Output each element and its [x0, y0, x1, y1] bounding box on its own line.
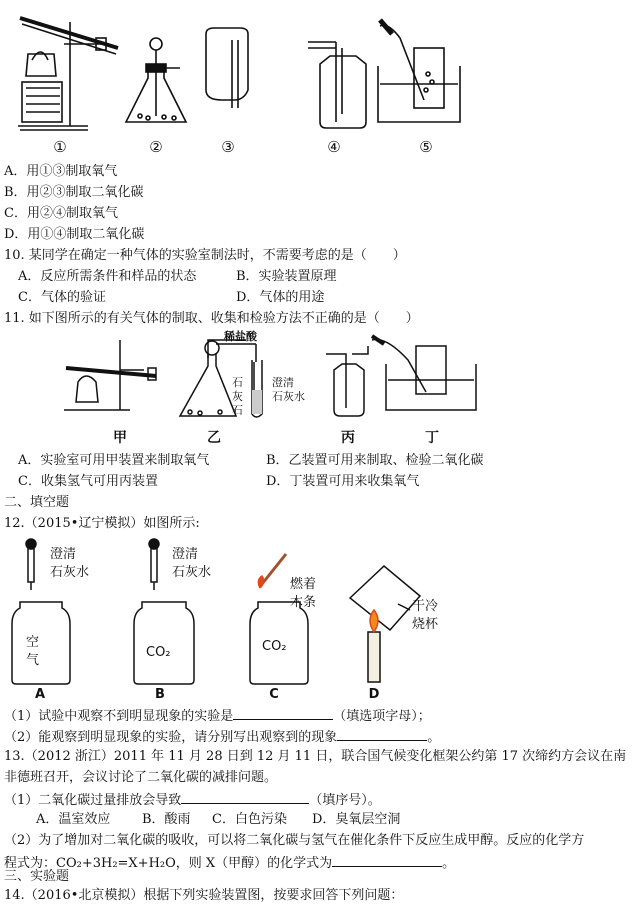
apparatus-label-2: ② — [149, 138, 163, 156]
limestone-label-1: 石 — [232, 376, 243, 389]
q12-sub2-suffix: 。 — [427, 730, 441, 745]
q13-option-b: B．酸雨 — [142, 812, 191, 827]
q12-sub2-text: （2）能观察到明显现象的实验，请分别写出观察到的现象 — [4, 730, 338, 745]
fig2-label-ding: 丁 — [425, 430, 439, 446]
q13-sub1 — [4, 790, 381, 810]
apparatus-label-4: ④ — [327, 138, 341, 156]
q12-sub1-text: （1）试验中观察不到明显现象的实验是 — [4, 709, 234, 724]
apparatus-jia — [64, 340, 156, 410]
bottle-c-text: CO₂ — [262, 639, 287, 654]
q12-sub1 — [4, 706, 431, 726]
dropper-b-label-2: 石灰水 — [172, 565, 212, 580]
bottle-a-text-2: 气 — [26, 653, 40, 668]
q12-sub2 — [4, 727, 440, 747]
apparatus-4-bottle — [308, 42, 366, 128]
q9-option-c: C．用②④制取氧气 — [4, 206, 118, 221]
apparatus-2-flask — [126, 38, 186, 122]
apparatus-5-trough — [378, 20, 460, 122]
section-2-heading: 二、填空题 — [4, 495, 70, 510]
q13-option-c: C．白色污染 — [212, 812, 287, 827]
experiment-figure-3 — [6, 534, 476, 702]
apparatus-ding — [372, 336, 476, 410]
q12-stem: 12.（2015•辽宁模拟）如图所示: — [4, 516, 200, 531]
q13-sub2-line-2 — [4, 853, 455, 873]
q10-stem: 10. 某同学在确定一种气体的实验室制法时，不需要考虑的是（ ） — [4, 248, 406, 263]
q11-stem: 11. 如下图所示的有关气体的制取、收集和检验方法不正确的是（ ） — [4, 311, 419, 326]
limewater-label-1: 澄清 — [272, 376, 294, 389]
fig3-label-d: D — [368, 687, 380, 702]
apparatus-figure-1 — [8, 4, 478, 156]
limestone-label-3: 石 — [232, 404, 243, 417]
q11-option-a: A．实验室可用甲装置来制取氧气 — [18, 453, 210, 468]
q13-sub1-text: （1）二氧化碳过量排放会导致 — [4, 793, 182, 808]
dropper-a-label-2: 石灰水 — [50, 565, 90, 580]
q13-stem-line-2: 非德班召开，会议讨论了二氧化碳的减排问题。 — [4, 770, 278, 785]
q13-sub2-line-1: （2）为了增加对二氧化碳的吸收，可以将二氧化碳与氢气在催化条件下反应生成甲醇。反应的化学方 — [4, 833, 585, 848]
acid-label: 稀盐酸 — [224, 330, 257, 343]
apparatus-bing — [326, 346, 368, 416]
bottle-b-text: CO₂ — [146, 645, 171, 660]
apparatus-figure-2 — [56, 330, 496, 448]
limestone-label-2: 灰 — [232, 390, 243, 403]
stick-label-2: 木条 — [290, 595, 317, 610]
stick-label-1: 燃着 — [290, 577, 317, 592]
q13-option-d: D．臭氧层空洞 — [312, 812, 401, 827]
dropper-b-label-1: 澄清 — [172, 547, 199, 562]
q13-sub1-blank[interactable] — [181, 790, 309, 804]
fig3-label-c: C — [269, 687, 279, 702]
q11-option-c: C．收集氢气可用丙装置 — [18, 474, 158, 489]
q14-stem: 14.（2016•北京模拟）根据下列实验装置图，按要求回答下列问题： — [4, 888, 404, 903]
experiment-d — [350, 566, 420, 682]
q10-option-d: D．气体的用途 — [236, 290, 325, 305]
apparatus-label-1: ① — [53, 138, 67, 156]
fig2-label-yi: 乙 — [207, 430, 221, 446]
beaker-label-2: 烧杯 — [412, 617, 439, 632]
q12-sub1-blank[interactable] — [233, 706, 333, 720]
fig2-label-bing: 丙 — [341, 430, 355, 446]
q9-option-b: B．用②③制取二氧化碳 — [4, 185, 144, 200]
apparatus-yi — [180, 340, 262, 417]
q9-option-d: D．用①④制取二氧化碳 — [4, 227, 145, 242]
q10-option-b: B．实验装置原理 — [236, 269, 337, 284]
apparatus-label-5: ⑤ — [419, 138, 433, 156]
q13-sub2-suffix: 。 — [442, 856, 456, 871]
fig3-label-b: B — [155, 687, 165, 702]
q13-option-a: A．温室效应 — [36, 812, 111, 827]
experiment-c — [250, 554, 308, 684]
section-3-heading: 三、实验题 — [4, 869, 70, 884]
limewater-label-2: 石灰水 — [272, 390, 305, 403]
q13-sub2-blank[interactable] — [332, 853, 442, 867]
q10-option-a: A．反应所需条件和样品的状态 — [18, 269, 197, 284]
q12-sub1-suffix: （填选项字母）； — [333, 709, 431, 724]
q11-option-b: B．乙装置可用来制取、检验二氧化碳 — [266, 453, 484, 468]
fig2-label-jia: 甲 — [113, 430, 127, 446]
q13-sub2-text: 程式为：CO₂+3H₂=X+H₂O，则 X（甲醇）的化学式为 — [4, 856, 333, 871]
q13-stem-line-1: 13.（2012 浙江）2011 年 11 月 28 日到 12 月 11 日，联合国气候变化框架公约第 17 次缔约方会议在南 — [4, 749, 627, 764]
q10-option-c: C．气体的验证 — [18, 290, 106, 305]
beaker-label-1: 干冷 — [412, 599, 439, 614]
q13-sub1-suffix: （填序号）。 — [309, 793, 381, 808]
q12-sub2-blank[interactable] — [337, 727, 427, 741]
fig3-label-a: A — [34, 687, 46, 702]
q9-option-a: A．用①③制取氧气 — [4, 164, 118, 179]
q11-option-d: D．丁装置可用来收集氧气 — [266, 474, 420, 489]
apparatus-label-3: ③ — [221, 138, 235, 156]
apparatus-1-heating — [18, 18, 118, 130]
dropper-a-label-1: 澄清 — [50, 547, 77, 562]
bottle-a-text-1: 空 — [26, 635, 40, 650]
apparatus-3-bottle — [206, 28, 248, 108]
